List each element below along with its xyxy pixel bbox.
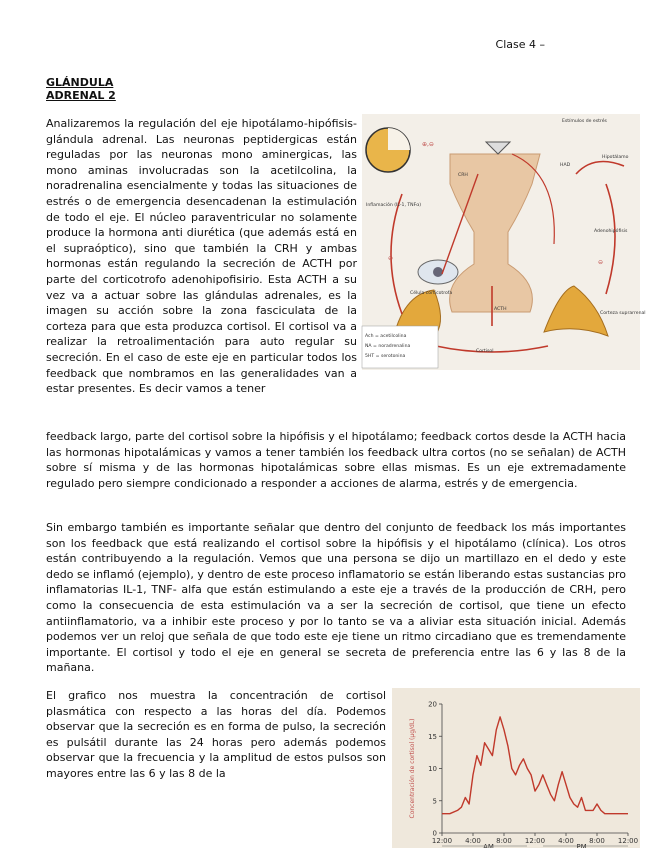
x-tick-label: 12:00: [431, 837, 453, 845]
legend-line-2: NA = noradrenalina: [365, 344, 411, 349]
hpa-axis-diagram: [362, 114, 646, 370]
label-corteza: Corteza suprarrenal: [600, 311, 646, 316]
x-group-label: PM: [576, 843, 587, 848]
y-tick-label: 20: [428, 700, 437, 709]
section-title: [46, 76, 116, 102]
page-header: Clase 4 –: [495, 38, 545, 51]
label-minus-right: ⊖: [598, 259, 604, 266]
x-tick-label: 8:00: [496, 837, 512, 845]
legend-line-1: Ach = acetilcolina: [365, 334, 407, 339]
title-line-2: ADRENAL 2: [46, 89, 116, 102]
label-minus-left: ⊖: [388, 255, 394, 262]
x-tick-label: 8:00: [589, 837, 605, 845]
y-tick-label: 5: [432, 797, 437, 806]
right-adrenal-gland: [544, 286, 608, 336]
paragraph-2: feedback largo, parte del cortisol sobre la hipófisis y el hipotálamo; feedback cortos desde la ACTH hacia las hormonas hipotalámicas y vamos a tener también los feedback ultra cortos (no se señalan) de ACTH sobre sí misma y de las hormonas hipotalámicas sobre ellas mismas. Es un eje extremadamente regulado pero siempre condicionado a responder a acciones de alarma, estrés y de emergencia.: [46, 430, 626, 490]
feedback-arrow-top: [576, 162, 624, 175]
x-tick-label: 4:00: [465, 837, 481, 845]
label-stress: Estímulos de estrés: [562, 119, 607, 124]
label-acth: ACTH: [494, 307, 507, 312]
label-had: HAD: [560, 163, 571, 168]
y-axis-label: Concentración de cortisol (μg/dL): [409, 718, 416, 819]
label-celula: Célula corticotrofa: [410, 291, 453, 296]
cortisol-chart: [392, 688, 640, 848]
paragraph-3: Sin embargo también es importante señalar que dentro del conjunto de feedback los más importantes son los feedback que está realizando el cortisol sobre la hipófisis y el hipotálamo (clínica). Los otros están contribuyendo a la regulación. Vemos que una persona se dijo un martillazo en el dedo y este dedo se inflamó (ejemplo), y dentro de este proceso inflamatorio se están liberando estas sustancias pro inflamatorias IL-1, TNF- alfa que están estimulando a este eje a través de la producción de CRH, pero como la consecuencia de esta estimulación va a ser la secreción de cortisol, que tiene un efecto antiinflamatorio, va a inhibir este proceso y por lo tanto se va a aliviar esta situación inicial. Además podemos ver un reloj que señala de que todo este eje tiene un ritmo circadiano que es tremendamente importante. El cortisol y todo el eje en general se secreta de preferencia entre las 6 y las 8 de la mañana.: [46, 521, 626, 675]
cortisol-series-line: [442, 717, 628, 814]
y-tick-label: 10: [428, 765, 437, 773]
label-plus-minus: ⊕,⊖: [422, 141, 434, 148]
paragraph-1: Analizaremos la regulación del eje hipotálamo-hipófisis- glándula adrenal. Las neuronas peptidergicas están reguladas por las neuronas mono aminergicas, las mono aminas involucradas son la acetilcolina, la noradrenalina esencialmente y todas las situaciones de estrés o de emergencia desencadenan la estimulación de todo el eje. El núcleo paraventricular no solamente produce la hormona anti diurética (que además está en el supraóptico), sino que también la CRH y ambas hormonas están regulando la secreción de ACTH por parte del corticotrofo adenohipofisirio. Esta ACTH a su vez va a actuar sobre las glándulas adrenales, es la imagen su acción sobre la zona fasciculata de la corteza para que esta produzca cortisol. El cortisol va a realizar la retroalimentación para auto regular su secreción. En el caso de este eje en particular todos los feedback que nombramos en las generalidades van a estar presentes. Es decir vamos a tener: [46, 117, 357, 396]
legend-line-3: 5HT = serotonina: [365, 354, 406, 359]
x-group-label: AM: [483, 843, 494, 848]
label-crh: CRH: [458, 173, 468, 178]
label-inflamacion: Inflamación (IL-1, TNFα): [366, 203, 422, 208]
feedback-arrow-right: [606, 184, 615, 294]
title-line-1: GLÁNDULA: [46, 76, 114, 89]
x-tick-label: 12:00: [524, 837, 546, 845]
x-tick-label: 12:00: [617, 837, 639, 845]
feedback-arrow-left: [391, 194, 402, 314]
y-tick-label: 0: [432, 829, 437, 838]
paragraph-4: El grafico nos muestra la concentración de cortisol plasmática con respecto a las horas del día. Podemos observar que la secreción es en forma de pulso, la secreción es pulsátil durante las 24 horas pero además podemos observar que la frecuencia y la amplitud de estos pulsos son mayores entre las 6 y las 8 de la: [46, 689, 386, 780]
label-cortisol: Cortisol: [476, 349, 494, 354]
y-tick-label: 15: [428, 732, 437, 741]
label-adenohipofisis: Adenohipófisis: [594, 229, 628, 234]
label-hipotalamo: Hipotálamo: [602, 155, 629, 160]
x-tick-label: 4:00: [558, 837, 574, 845]
